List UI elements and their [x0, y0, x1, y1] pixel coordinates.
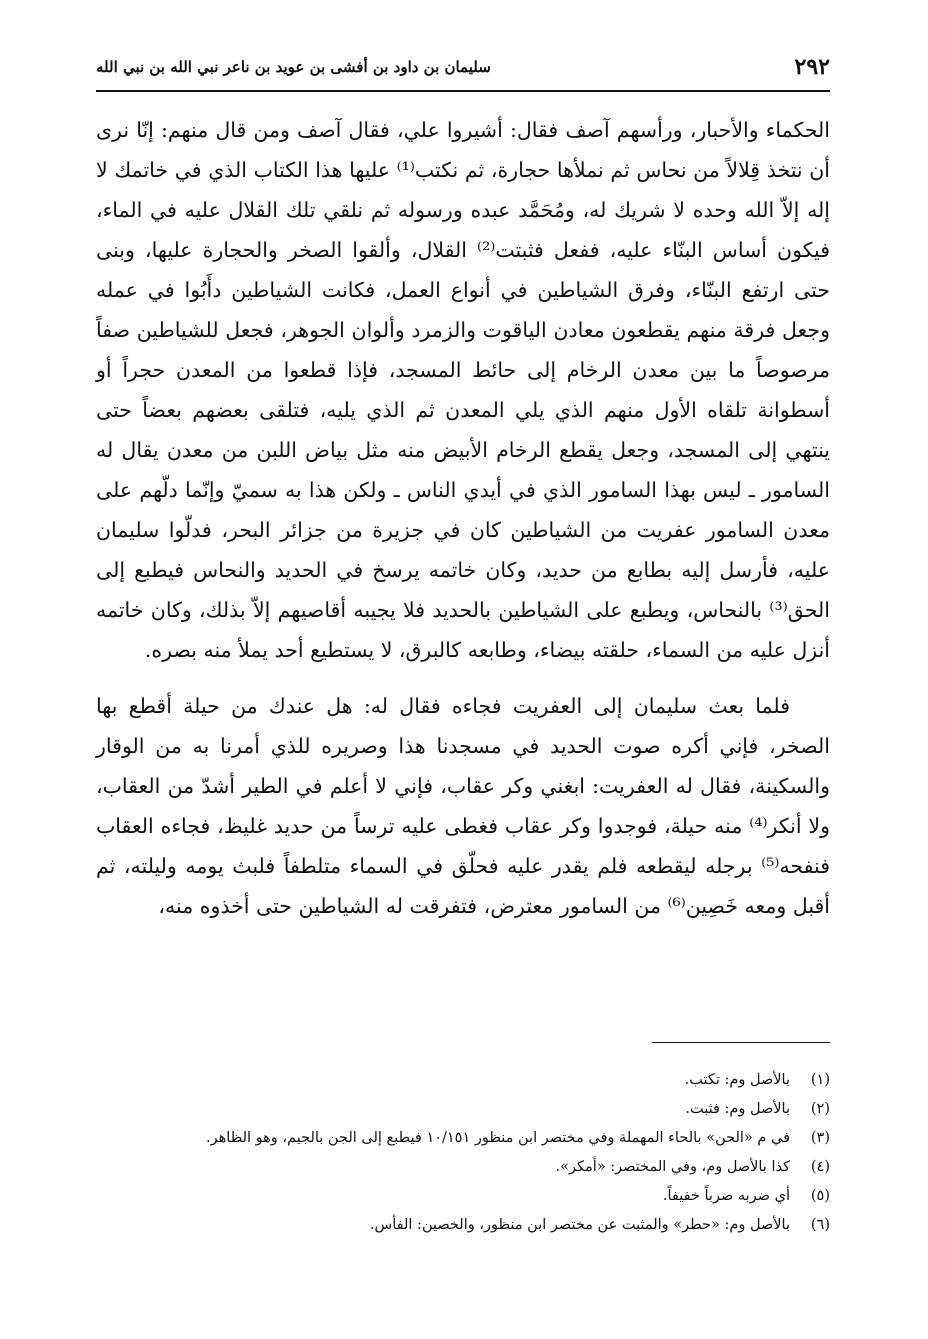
footnote-text: بالأصل وم: تكتب.: [684, 1072, 790, 1088]
book-page: [96, 40, 830, 1320]
footnote-number: (٦): [810, 1217, 830, 1233]
footnote: [96, 1153, 830, 1182]
page-number: ٢٩٢: [794, 54, 830, 80]
page-header: [96, 50, 830, 92]
running-title: سليمان بن داود بن أفشى بن عويد بن ناعر نبي الله بن نبي الله: [96, 58, 491, 76]
paragraph: فلما بعث سليمان إلى العفريت فجاءه فقال له: هل عندك من حيلة أقطع بها الصخر، فإني أكره صوت الحديد في مسجدنا هذا وصريره للذي أمرنا به من الوقار والسكينة، فقال له العفريت: ابغني وكر عقاب، فإني لا أعلم في الطير أشدّ من العقاب، ولا أنكر⁽⁴⁾ منه حيلة، فوجدوا وكر عقاب فغطى عليه ترساً من حديد غليظ، فجاءه العقاب فنفحه⁽⁵⁾ برجله ليقطعه فلم يقدر عليه فحلّق في السماء متلطفاً فلبث يومه وليلته، ثم أقبل ومعه خَصِين⁽⁶⁾ من السامور معترض، فتفرقت له الشياطين حتى أخذوه منه،: [96, 694, 831, 918]
footnote: [96, 1066, 830, 1095]
main-text: [96, 110, 830, 926]
footnotes: [96, 1066, 830, 1240]
footnote-number: (٢): [810, 1101, 830, 1117]
footnote-number: (٥): [810, 1188, 830, 1204]
footnote-divider: [652, 1042, 830, 1043]
footnote-text: في م «الحن» بالحاء المهملة وفي مختصر ابن منظور ١٠/١٥١ فيطبع إلى الجن بالجيم، وهو الظاهر.: [206, 1130, 790, 1146]
footnote-number: (١): [810, 1072, 830, 1088]
footnote-text: بالأصل وم: «حطر» والمثبت عن مختصر ابن منظور، والخصين: الفأس.: [369, 1217, 790, 1233]
footnote: [96, 1124, 830, 1153]
paragraph: الحكماء والأحبار، ورأسهم آصف فقال: أشيروا علي، فقال آصف ومن قال منهم: إنّا نرى أن نتخذ قِلالاً من نحاس ثم نملأها حجارة، ثم نكتب⁽¹⁾ عليها هذا الكتاب الذي في خاتمك لا إله إلاّ الله وحده لا شريك له، ومُحَمَّد عبده ورسوله ثم نلقي تلك القلال عليه في الماء، فيكون أساس البنّاء عليه، ففعل فثبتت⁽²⁾ القلال، وألقوا الصخر والحجارة عليها، وبنى حتى ارتفع البنّاء، وفرق الشياطين في أنواع العمل، فكانت الشياطين دأَبُوا في عمله وجعل فرقة منهم يقطعون معادن الياقوت والزمرد وألوان الجوهر، فجعل للشياطين صفاً مرصوصاً ما بين معدن الرخام إلى حائط المسجد، فإذا قطعوا من المعدن حجراً أو أسطوانة تلقاه الأول منهم الذي يلي المعدن ثم الذي يليه، فتلقى بعضهم بعضاً حتى ينتهي إلى المسجد، وجعل يقطع الرخام الأبيض منه مثل بياض اللبن من معدن يقال له السامور ـ ليس بهذا السامور الذي في أيدي الناس ـ ولكن هذا به سميّ وإنّما دلّهم على معدن السامور عفريت من الشياطين كان في جزيرة من جزائر البحر، فدلّوا سليمان عليه، فأرسل إليه بطابع من حديد، وكان خاتمه يرسخ في الحديد والنحاس فيطبع إلى الحق⁽³⁾ بالنحاس، ويطبع على الشياطين بالحديد فلا يجيبه أقاصيهم إلاّ بذلك، وكان خاتمه أنزل عليه من السماء، حلقته بيضاء، وطابعه كالبرق، لا يستطيع أحد يملأ منه بصره.: [96, 118, 831, 662]
footnote: [96, 1211, 830, 1240]
footnote-text: كذا بالأصل وم، وفي المختصر: «أمكر».: [555, 1159, 790, 1175]
footnote: [96, 1182, 830, 1211]
footnote-text: بالأصل وم: فثبت.: [685, 1101, 790, 1117]
footnote-number: (٣): [810, 1130, 830, 1146]
footnote-text: أي ضربه ضرباً خفيفاً.: [662, 1188, 790, 1204]
footnote: [96, 1095, 830, 1124]
footnote-number: (٤): [810, 1159, 830, 1175]
